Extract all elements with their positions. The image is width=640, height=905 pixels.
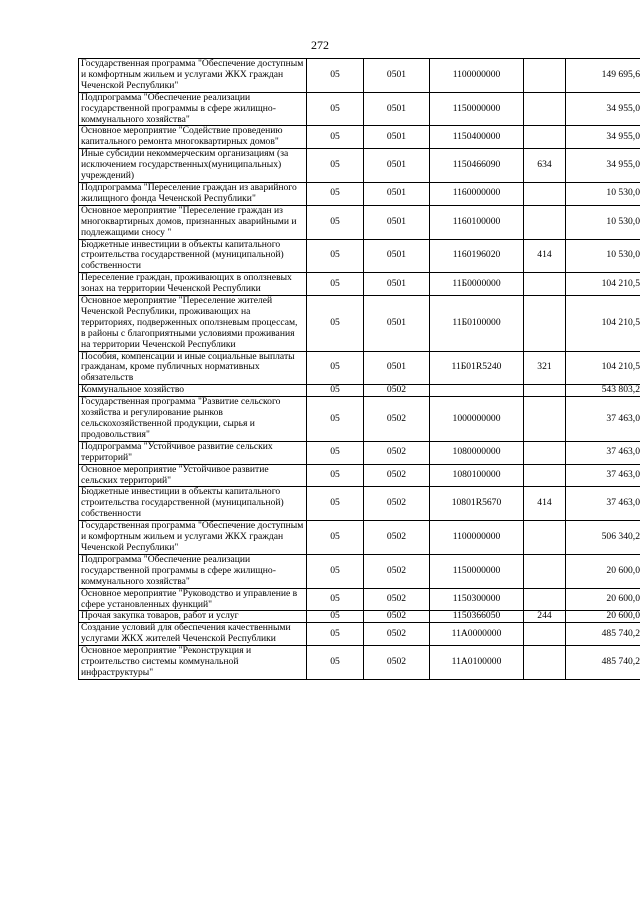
row-expense-cell (524, 385, 566, 397)
row-subsection-cell: 0502 (364, 623, 430, 646)
row-subsection-cell: 0501 (364, 149, 430, 183)
table-row (79, 487, 640, 521)
row-expense-cell (524, 623, 566, 646)
row-expense-cell (524, 554, 566, 588)
row-subsection-cell: 0501 (364, 205, 430, 239)
table-row (79, 205, 640, 239)
row-section-cell: 05 (307, 554, 364, 588)
row-expense-cell (524, 126, 566, 149)
row-name-cell: Бюджетные инвестиции в объекты капитального строительства государственной (муниципальной) собственности (79, 239, 307, 273)
row-amount-cell: 104 210,5 (566, 296, 640, 352)
row-expense-cell: 414 (524, 487, 566, 521)
row-name-cell: Основное мероприятие "Руководство и управление в сфере установленных функций" (79, 588, 307, 611)
row-amount-cell: 37 463,0 (566, 464, 640, 487)
table-row (79, 554, 640, 588)
row-subsection-cell: 0502 (364, 588, 430, 611)
row-amount-cell: 37 463,0 (566, 441, 640, 464)
row-target-cell: 1080000000 (430, 441, 524, 464)
row-section-cell: 05 (307, 149, 364, 183)
row-expense-cell (524, 296, 566, 352)
row-name-cell: Коммунальное хозяйство (79, 385, 307, 397)
row-section-cell: 05 (307, 646, 364, 680)
row-name-cell: Переселение граждан, проживающих в оползневых зонах на территории Чеченской Республики (79, 273, 307, 296)
row-amount-cell: 34 955,0 (566, 126, 640, 149)
row-section-cell: 05 (307, 239, 364, 273)
row-amount-cell: 20 600,0 (566, 588, 640, 611)
row-amount-cell: 10 530,0 (566, 205, 640, 239)
row-expense-cell (524, 397, 566, 442)
row-subsection-cell: 0501 (364, 182, 430, 205)
table-row (79, 273, 640, 296)
row-target-cell: 1150466090 (430, 149, 524, 183)
row-subsection-cell: 0502 (364, 611, 430, 623)
row-subsection-cell: 0502 (364, 554, 430, 588)
row-amount-cell: 485 740,2 (566, 623, 640, 646)
row-section-cell: 05 (307, 126, 364, 149)
row-subsection-cell: 0502 (364, 521, 430, 555)
row-expense-cell: 244 (524, 611, 566, 623)
row-name-cell: Основное мероприятие "Реконструкция и строительство системы коммунальной инфраструктуры" (79, 646, 307, 680)
row-expense-cell (524, 92, 566, 126)
table-row (79, 441, 640, 464)
row-section-cell: 05 (307, 487, 364, 521)
table-row (79, 611, 640, 623)
row-amount-cell: 485 740,2 (566, 646, 640, 680)
row-section-cell: 05 (307, 296, 364, 352)
row-subsection-cell: 0502 (364, 646, 430, 680)
row-target-cell: 1150000000 (430, 554, 524, 588)
row-name-cell: Прочая закупка товаров, работ и услуг (79, 611, 307, 623)
row-subsection-cell: 0501 (364, 59, 430, 93)
row-section-cell: 05 (307, 623, 364, 646)
row-expense-cell (524, 521, 566, 555)
row-target-cell: 11Б0000000 (430, 273, 524, 296)
row-target-cell: 1100000000 (430, 59, 524, 93)
table-row (79, 92, 640, 126)
row-expense-cell (524, 182, 566, 205)
row-amount-cell: 506 340,2 (566, 521, 640, 555)
row-amount-cell: 34 955,0 (566, 149, 640, 183)
row-expense-cell: 414 (524, 239, 566, 273)
row-section-cell: 05 (307, 92, 364, 126)
table-row (79, 296, 640, 352)
row-section-cell: 05 (307, 588, 364, 611)
row-expense-cell (524, 464, 566, 487)
row-name-cell: Иные субсидии некоммерческим организациям (за исключением государственных(муниципальных) учреждений) (79, 149, 307, 183)
table-row (79, 126, 640, 149)
row-section-cell: 05 (307, 59, 364, 93)
table-row (79, 385, 640, 397)
row-target-cell: 1160000000 (430, 182, 524, 205)
row-name-cell: Подпрограмма "Переселение граждан из аварийного жилищного фонда Чеченской Республики" (79, 182, 307, 205)
row-name-cell: Подпрограмма "Обеспечение реализации государственной программы в сфере жилищно-коммунального хозяйства" (79, 554, 307, 588)
budget-table (78, 58, 640, 680)
table-row (79, 397, 640, 442)
row-section-cell: 05 (307, 182, 364, 205)
row-name-cell: Основное мероприятие "Переселение жителей Чеченской Республики, проживающих на территориях, подверженных оползневым процессам, в районы с благоприятными условиями проживания на территории Чеченской Республики (79, 296, 307, 352)
budget-table-body (79, 59, 640, 680)
row-amount-cell: 20 600,0 (566, 611, 640, 623)
row-name-cell: Государственная программа "Обеспечение доступным и комфортным жильем и услугами ЖКХ граждан Чеченской Республики" (79, 521, 307, 555)
row-expense-cell (524, 273, 566, 296)
page-number: 272 (311, 38, 329, 52)
table-row (79, 59, 640, 93)
row-name-cell: Бюджетные инвестиции в объекты капитального строительства государственной (муниципальной) собственности (79, 487, 307, 521)
row-target-cell: 11Б0100000 (430, 296, 524, 352)
row-subsection-cell: 0501 (364, 126, 430, 149)
row-name-cell: Подпрограмма "Обеспечение реализации государственной программы в сфере жилищно-коммунального хозяйства" (79, 92, 307, 126)
row-target-cell: 1150000000 (430, 92, 524, 126)
row-section-cell: 05 (307, 441, 364, 464)
row-subsection-cell: 0501 (364, 351, 430, 385)
row-target-cell: 1150300000 (430, 588, 524, 611)
row-target-cell: 1150366050 (430, 611, 524, 623)
row-amount-cell: 34 955,0 (566, 92, 640, 126)
row-expense-cell (524, 205, 566, 239)
table-row (79, 521, 640, 555)
row-subsection-cell: 0501 (364, 239, 430, 273)
row-target-cell (430, 385, 524, 397)
row-section-cell: 05 (307, 397, 364, 442)
row-subsection-cell: 0502 (364, 385, 430, 397)
row-amount-cell: 10 530,0 (566, 182, 640, 205)
row-expense-cell (524, 59, 566, 93)
row-amount-cell: 37 463,0 (566, 487, 640, 521)
row-subsection-cell: 0502 (364, 441, 430, 464)
row-section-cell: 05 (307, 385, 364, 397)
row-section-cell: 05 (307, 273, 364, 296)
row-target-cell: 11А0000000 (430, 623, 524, 646)
row-target-cell: 11А0100000 (430, 646, 524, 680)
row-name-cell: Создание условий для обеспечения качественными услугами ЖКХ жителей Чеченской Республики (79, 623, 307, 646)
row-name-cell: Основное мероприятие "Переселение граждан из многоквартирных домов, признанных аварийными и подлежащими сносу " (79, 205, 307, 239)
row-amount-cell: 37 463,0 (566, 397, 640, 442)
row-name-cell: Пособия, компенсации и иные социальные выплаты гражданам, кроме публичных нормативных обязательств (79, 351, 307, 385)
row-expense-cell (524, 441, 566, 464)
row-target-cell: 1160196020 (430, 239, 524, 273)
row-subsection-cell: 0501 (364, 92, 430, 126)
row-name-cell: Основное мероприятие "Устойчивое развитие сельских территорий" (79, 464, 307, 487)
row-target-cell: 10801R5670 (430, 487, 524, 521)
row-section-cell: 05 (307, 521, 364, 555)
row-name-cell: Подпрограмма "Устойчивое развитие сельских территорий" (79, 441, 307, 464)
row-subsection-cell: 0502 (364, 397, 430, 442)
row-amount-cell: 149 695,6 (566, 59, 640, 93)
row-target-cell: 11Б01R5240 (430, 351, 524, 385)
row-expense-cell (524, 588, 566, 611)
table-row (79, 351, 640, 385)
row-section-cell: 05 (307, 205, 364, 239)
table-row (79, 646, 640, 680)
row-subsection-cell: 0501 (364, 296, 430, 352)
row-amount-cell: 10 530,0 (566, 239, 640, 273)
row-subsection-cell: 0502 (364, 487, 430, 521)
row-name-cell: Государственная программа "Обеспечение доступным и комфортным жильем и услугами ЖКХ граждан Чеченской Республики" (79, 59, 307, 93)
row-section-cell: 05 (307, 464, 364, 487)
row-name-cell: Основное мероприятие "Содействие проведению капитального ремонта многоквартирных домов" (79, 126, 307, 149)
row-expense-cell: 321 (524, 351, 566, 385)
row-section-cell: 05 (307, 351, 364, 385)
row-amount-cell: 20 600,0 (566, 554, 640, 588)
table-row (79, 623, 640, 646)
row-target-cell: 1100000000 (430, 521, 524, 555)
row-target-cell: 1160100000 (430, 205, 524, 239)
row-section-cell: 05 (307, 611, 364, 623)
row-target-cell: 1000000000 (430, 397, 524, 442)
row-target-cell: 1080100000 (430, 464, 524, 487)
row-name-cell: Государственная программа "Развитие сельского хозяйства и регулирование рынков сельскохозяйственной продукции, сырья и продовольствия" (79, 397, 307, 442)
row-subsection-cell: 0502 (364, 464, 430, 487)
table-row (79, 182, 640, 205)
row-amount-cell: 104 210,5 (566, 273, 640, 296)
table-row (79, 149, 640, 183)
table-row (79, 464, 640, 487)
row-amount-cell: 543 803,2 (566, 385, 640, 397)
table-row (79, 239, 640, 273)
row-expense-cell (524, 646, 566, 680)
row-target-cell: 1150400000 (430, 126, 524, 149)
row-subsection-cell: 0501 (364, 273, 430, 296)
table-row (79, 588, 640, 611)
row-amount-cell: 104 210,5 (566, 351, 640, 385)
row-expense-cell: 634 (524, 149, 566, 183)
